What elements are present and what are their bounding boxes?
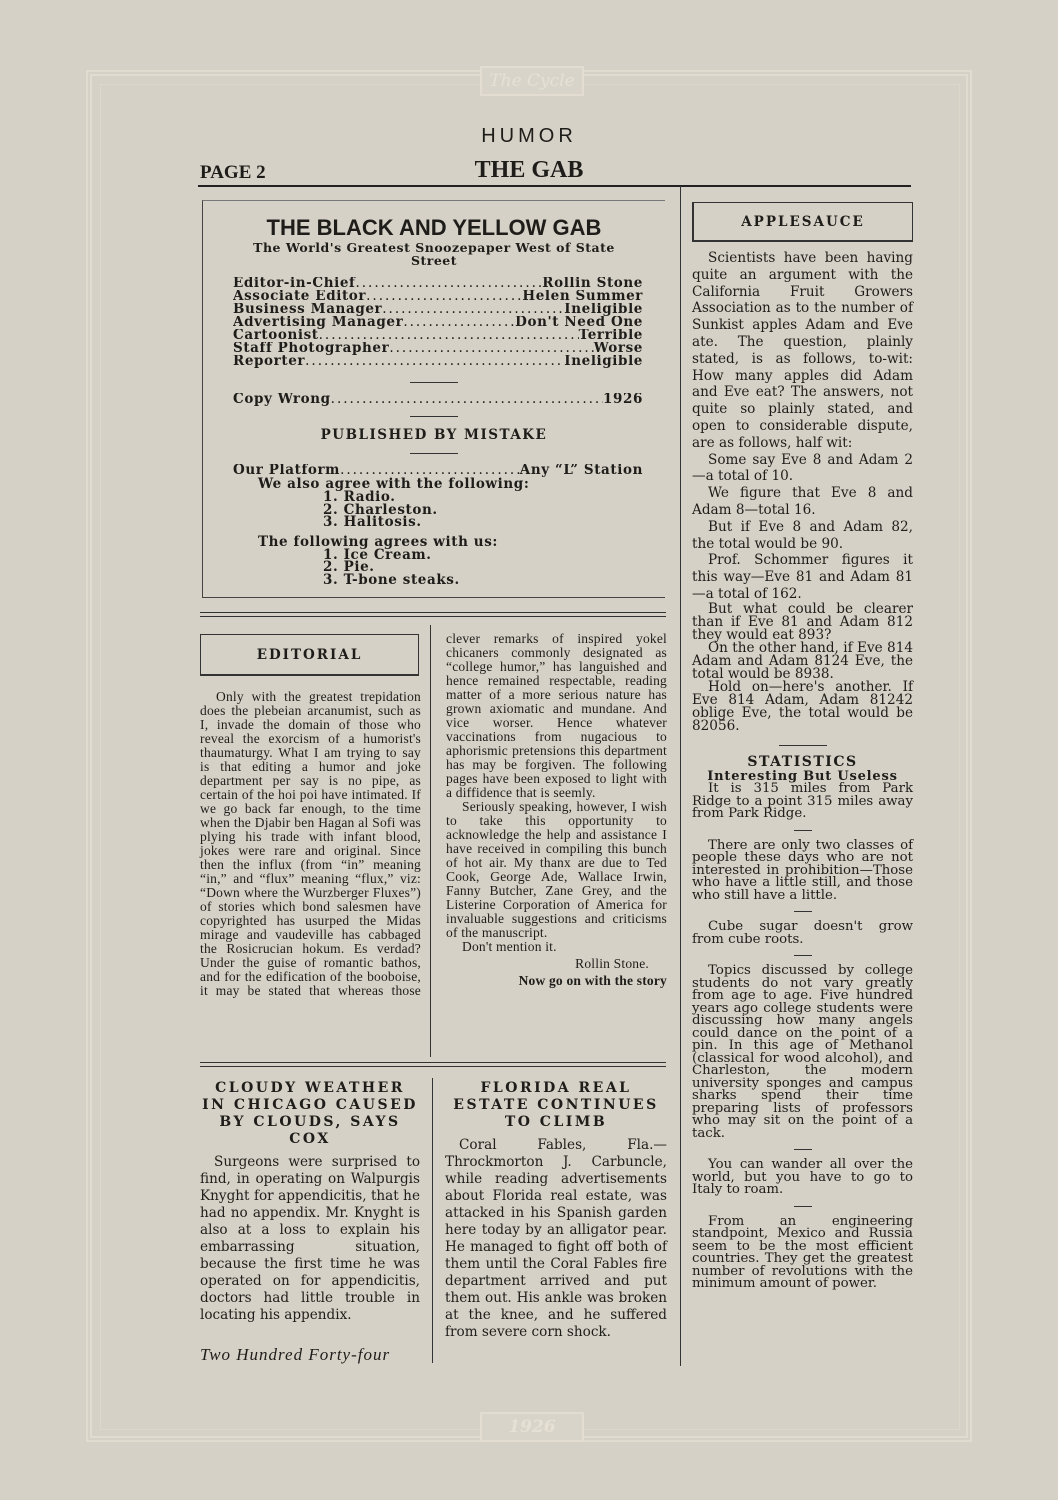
applesauce-text bbox=[692, 250, 913, 733]
divider-dash bbox=[794, 911, 812, 912]
applesauce-paragraph: Prof. Schommer figures it this way—Eve 81 and Adam 81—a total of 162. bbox=[692, 552, 913, 602]
agrees-list: 1. Ice Cream. 2. Pie. 3. T-bone steaks. bbox=[323, 546, 460, 588]
statistics-subheading: Interesting But Useless bbox=[707, 769, 898, 784]
section-title: HUMOR bbox=[481, 125, 577, 147]
page-footer: Two Hundred Forty-four bbox=[200, 1345, 391, 1364]
applesauce-paragraph: On the other hand, if Eve 814 Adam and Adam 8124 Eve, the total would be 8938. bbox=[692, 639, 913, 682]
statistics-item: Topics discussed by college students do not vary greatly from age to age. Five hundred years ago college students were discussing how many angels could dance on the point of a pin. In this age of Methanol (classical for wood alcohol), and Charleston, the modern university sponges and campus sharks spend their time preparing lists of professors who may sit on the point of a tack. bbox=[692, 963, 913, 1141]
statistics-heading: STATISTICS bbox=[747, 754, 858, 770]
article-heading: FLORIDA REAL ESTATE CONTINUES TO CLIMB bbox=[453, 1080, 659, 1130]
staff-row: Advertising Manager ..... Don't Need One bbox=[233, 316, 643, 329]
article-heading: CLOUDY WEATHER IN CHICAGO CAUSED BY CLOUDS, SAYS COX bbox=[202, 1080, 418, 1147]
editorial-heading: EDITORIAL bbox=[200, 634, 419, 676]
statistics-item: It is 315 miles from Park Ridge to a point 315 miles away from Park Ridge. bbox=[692, 781, 913, 821]
editorial-paragraph: Don't mention it. bbox=[462, 939, 557, 954]
applesauce-paragraph: Hold on—here's another. If Eve 814 Adam, Adam 81242 oblige Eve, the total would be 82056. bbox=[692, 678, 913, 734]
column-divider bbox=[432, 1078, 433, 1363]
signature: Rollin Stone. bbox=[575, 956, 649, 971]
editorial-paragraph: Only with the greatest trepidation does the plebeian arcanumist, such as I, invade the domain of those who reveal the exorcism of a humorist's thaumaturgy. What I am trying to say is that editing a humor and joke department per say is no pipe, as certain of the hoi poi have intimated. If we go back far enough, to the time when the Djabir ben Hagan al Sofi was plying his trade with infant blood, jokes were rare and original. Since then the influx (from “in” meaning “in,” and “flux” meaning “flux,” viz: “Down where the Wurzberger Fluxes”) of stories which bond salesmen have copyrighted has usurped the Midas mirage and vaudeville has cabbaged the Rosicrucian hokum. Es verdad? Under the guise of romantic bathos, and for the edification of the booboise, it may be stated that whereas those clever remarks of inspired yokel chicaners commonly designated as “college humor,” has languished and hence remained respectable, reading matter of a more serious nature has grown axiomatic and mundane. And vice worser. Hence whatever vaccinations from nugacious to aphorismic pretensions this department has may be forgiven. The following pages have been exposed to light with a diffidence that is seemly. bbox=[200, 631, 667, 998]
agree-list: 1. Radio. 2. Charleston. 3. Halitosis. bbox=[323, 489, 438, 530]
cycle-logo: The Cycle bbox=[480, 66, 584, 96]
statistics-item: You can wander all over the world, but you have to go to Italy to roam. bbox=[692, 1157, 913, 1197]
statistics-item: From an engineering standpoint, Mexico and Russia seem to be the most efficient countries. They get the greatest number of revolutions with the minimum amount of power. bbox=[692, 1213, 913, 1291]
applesauce-heading: APPLESAUCE bbox=[692, 202, 913, 242]
staff-row: Reporter ..... Ineligible bbox=[233, 355, 643, 368]
masthead-subtitle: The World's Greatest Snoozepaper West of State Street bbox=[253, 240, 615, 268]
applesauce-paragraph: Some say Eve 8 and Adam 2—a total of 10. bbox=[692, 451, 913, 485]
divider-dash bbox=[794, 955, 812, 956]
editorial-paragraph: Seriously speaking, however, I wish to take this opportunity to acknowledge the help and assistance I have received in compiling this bunch of hot air. My thanx are due to Ted Cook, George Ade, Wallace Irwin, Fanny Butcher, Zane Grey, and the Listerine Corporation of America for invaluable suggestions and criticisms of the manuscript. bbox=[446, 799, 667, 940]
staff-row: Associate Editor ..... Helen Summer bbox=[233, 290, 643, 303]
statistics-item: There are only two classes of people these days who are not interested in prohibition—Those who have a little still, and those who still have a little. bbox=[692, 837, 913, 903]
copy-row: Copy Wrong ..... 1926 bbox=[233, 393, 643, 406]
staff-row: Editor-in-Chief ..... Rollin Stone bbox=[233, 277, 643, 290]
article-body: Surgeons were surprised to find, in operating on Walpurgis Knyght for appendicitis, that he had no appendix. Mr. Knyght is also at a loss to explain his embarrassing situation, because the first time he was operated on for appendicitis, doctors had little trouble in locating his appendix. bbox=[200, 1154, 420, 1323]
divider-dash bbox=[794, 830, 812, 831]
staff-row: Staff Photographer ..... Worse bbox=[233, 342, 643, 355]
applesauce-paragraph: We figure that Eve 8 and Adam 8—total 16. bbox=[692, 485, 913, 518]
closing-line: Now go on with the story bbox=[518, 973, 667, 988]
applesauce-paragraph: But if Eve 8 and Adam 82, the total would be 90. bbox=[692, 518, 913, 552]
statistics-section bbox=[692, 745, 913, 1291]
applesauce-paragraph: But what could be clearer than if Eve 81 and Adam 812 they would eat 893? bbox=[692, 600, 913, 643]
page-number: PAGE 2 bbox=[200, 162, 266, 183]
article-florida bbox=[445, 1080, 667, 1341]
statistics-item: Cube sugar doesn't grow from cube roots. bbox=[692, 919, 913, 947]
year-logo: 1926 bbox=[480, 1412, 584, 1442]
double-rule bbox=[200, 1062, 666, 1067]
masthead-box bbox=[202, 200, 665, 598]
platform-row: Our Platform ..... Any “L” Station bbox=[233, 464, 643, 477]
agree-heading: We also agree with the following: bbox=[258, 476, 530, 492]
divider-dash bbox=[794, 1206, 812, 1207]
staff-row: Business Manager ..... Ineligible bbox=[233, 303, 643, 316]
applesauce-paragraph: Scientists have been having quite an argument with the California Fruit Growers Association as to the number of Sunkist apples Adam and Eve ate. The question, plainly stated, is as follows, to-wit: How many apples did Adam and Eve eat? The answers, not quite so plainly stated, and open to considerable dispute, are as follows, half wit: bbox=[692, 250, 913, 451]
staff-row: Cartoonist ..... Terrible bbox=[233, 329, 643, 342]
editorial-text bbox=[200, 632, 667, 998]
double-rule bbox=[200, 612, 666, 617]
divider-dash bbox=[794, 1149, 812, 1150]
published-by: PUBLISHED BY MISTAKE bbox=[320, 427, 548, 443]
agrees-heading: The following agrees with us: bbox=[258, 533, 499, 550]
header-rule bbox=[198, 185, 911, 187]
article-body: Coral Fables, Fla.—Throckmorton J. Carbuncle, while reading advertisements about Florida real estate, was attacked in his Spanish garden here today by an alligator pear. He managed to fight off both of them until the Coral Fables fire department arrived and put them out. His ankle was broken at the knee, and he suffered from severe corn shock. bbox=[445, 1137, 667, 1340]
article-cloudy-weather bbox=[200, 1080, 420, 1324]
column-divider bbox=[680, 186, 681, 1366]
page-title: THE GAB bbox=[474, 157, 584, 183]
masthead-title: THE BLACK AND YELLOW GAB bbox=[266, 215, 602, 240]
